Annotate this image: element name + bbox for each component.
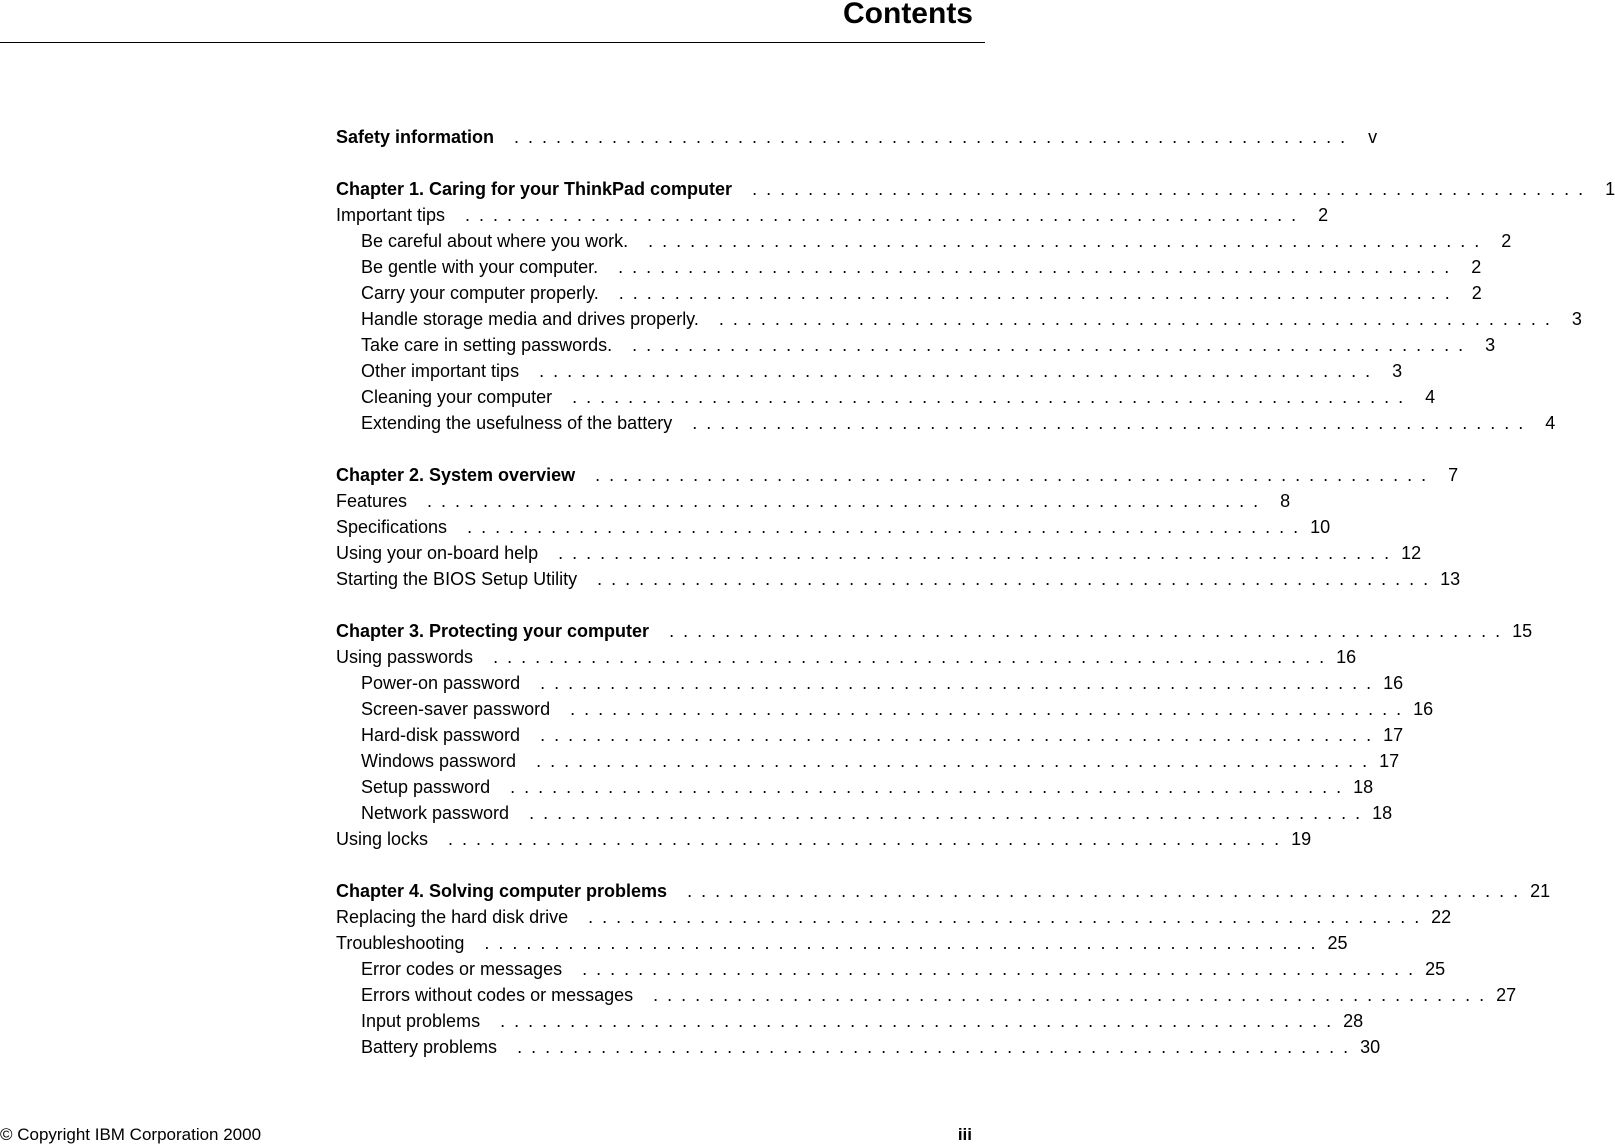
toc-leader-dots: . . . . . . . . . . . . . . . . . . . . . . . . . . . . . . . . . . . . . . . . . . . . . . . . . . . . . . . . . . . . (510, 777, 1342, 797)
toc-entry-title: Be gentle with your computer. (361, 257, 599, 277)
toc-entry-title: Specifications (336, 517, 448, 537)
toc-entry[interactable] (336, 696, 1434, 722)
toc-page-number: 16 (1336, 647, 1357, 667)
toc-entry[interactable] (336, 228, 1512, 254)
page-title: Contents (843, 0, 973, 30)
toc-entry[interactable] (336, 748, 1400, 774)
toc-entry[interactable] (336, 514, 1331, 540)
footer-copyright: © Copyright IBM Corporation 2000 (0, 1125, 262, 1144)
title-rule (0, 42, 985, 43)
toc-entry-title: Screen-saver password (361, 699, 551, 719)
toc-leader-dots: . . . . . . . . . . . . . . . . . . . . . . . . . . . . . . . . . . . . . . . . . . . . . . . . . . . . . . . . . . . . (648, 231, 1480, 251)
toc-chapter-entry[interactable] (336, 124, 1378, 150)
toc-leader-dots: . . . . . . . . . . . . . . . . . . . . . . . . . . . . . . . . . . . . . . . . . . . . . . . . . . . . . . . . . . . . (572, 387, 1404, 407)
toc-entry-title: Features (336, 491, 408, 511)
toc-leader-dots: . . . . . . . . . . . . . . . . . . . . . . . . . . . . . . . . . . . . . . . . . . . . . . . . . . . . . . . . . . . . (618, 283, 1450, 303)
toc-entry[interactable] (336, 904, 1452, 930)
toc-leader-dots: . . . . . . . . . . . . . . . . . . . . . . . . . . . . . . . . . . . . . . . . . . . . . . . . . . . . . . . . . . . . (632, 335, 1464, 355)
toc-chapter-entry[interactable] (336, 462, 1459, 488)
toc-page-number: 19 (1291, 829, 1312, 849)
toc-entry-title: Using passwords (336, 647, 474, 667)
toc-entry[interactable] (336, 670, 1404, 696)
toc-leader-dots: . . . . . . . . . . . . . . . . . . . . . . . . . . . . . . . . . . . . . . . . . . . . . . . . . . . . . . . . . . . . (718, 309, 1550, 329)
toc-leader-dots: . . . . . . . . . . . . . . . . . . . . . . . . . . . . . . . . . . . . . . . . . . . . . . . . . . . . . . . . . . . . (558, 543, 1390, 563)
toc-leader-dots: . . . . . . . . . . . . . . . . . . . . . . . . . . . . . . . . . . . . . . . . . . . . . . . . . . . . . . . . . . . . (517, 1037, 1349, 1057)
toc-entry-title: Troubleshooting (336, 933, 465, 953)
toc-leader-dots: . . . . . . . . . . . . . . . . . . . . . . . . . . . . . . . . . . . . . . . . . . . . . . . . . . . . . . . . . . . . (500, 1011, 1332, 1031)
toc-entry[interactable] (336, 1034, 1381, 1060)
toc-entry-title: Cleaning your computer (361, 387, 553, 407)
toc-entry[interactable] (336, 956, 1446, 982)
toc-entry-title: Setup password (361, 777, 491, 797)
toc-leader-dots: . . . . . . . . . . . . . . . . . . . . . . . . . . . . . . . . . . . . . . . . . . . . . . . . . . . . . . . . . . . . (465, 205, 1297, 225)
toc-entry[interactable] (336, 540, 1422, 566)
toc-entry[interactable] (336, 566, 1461, 592)
toc-leader-dots: . . . . . . . . . . . . . . . . . . . . . . . . . . . . . . . . . . . . . . . . . . . . . . . . . . . . . . . . . . . . (529, 803, 1361, 823)
toc-page-number: 7 (1448, 465, 1459, 485)
toc-page-number: 3 (1392, 361, 1403, 381)
toc-page-number: 21 (1530, 881, 1551, 901)
toc-entry-title: Error codes or messages (361, 959, 563, 979)
toc-leader-dots: . . . . . . . . . . . . . . . . . . . . . . . . . . . . . . . . . . . . . . . . . . . . . . . . . . . . . . . . . . . . (653, 985, 1485, 1005)
toc-chapter-entry[interactable] (336, 176, 1615, 202)
toc-entry-title: Be careful about where you work. (361, 231, 629, 251)
toc-leader-dots: . . . . . . . . . . . . . . . . . . . . . . . . . . . . . . . . . . . . . . . . . . . . . . . . . . . . . . . . . . . . (618, 257, 1450, 277)
toc-page-number: 12 (1401, 543, 1422, 563)
toc-leader-dots: . . . . . . . . . . . . . . . . . . . . . . . . . . . . . . . . . . . . . . . . . . . . . . . . . . . . . . . . . . . . (536, 751, 1368, 771)
toc-page-number: 16 (1413, 699, 1434, 719)
toc-entry-title: Power-on password (361, 673, 521, 693)
toc-page-number: 22 (1431, 907, 1452, 927)
toc-leader-dots: . . . . . . . . . . . . . . . . . . . . . . . . . . . . . . . . . . . . . . . . . . . . . . . . . . . . . . . . . . . . (570, 699, 1402, 719)
toc-leader-dots: . . . . . . . . . . . . . . . . . . . . . . . . . . . . . . . . . . . . . . . . . . . . . . . . . . . . . . . . . . . . (597, 569, 1429, 589)
toc-leader-dots: . . . . . . . . . . . . . . . . . . . . . . . . . . . . . . . . . . . . . . . . . . . . . . . . . . . . . . . . . . . . (467, 517, 1299, 537)
toc-entry-title: Take care in setting passwords. (361, 335, 613, 355)
toc-entry-title: Battery problems (361, 1037, 498, 1057)
toc-page-number: 18 (1353, 777, 1374, 797)
toc-entry-title: Chapter 1. Caring for your ThinkPad computer (336, 179, 733, 199)
toc-leader-dots: . . . . . . . . . . . . . . . . . . . . . . . . . . . . . . . . . . . . . . . . . . . . . . . . . . . . . . . . . . . . (539, 361, 1371, 381)
toc-page-number: 16 (1383, 673, 1404, 693)
toc-entry[interactable] (336, 332, 1496, 358)
toc-leader-dots: . . . . . . . . . . . . . . . . . . . . . . . . . . . . . . . . . . . . . . . . . . . . . . . . . . . . . . . . . . . . (484, 933, 1316, 953)
toc-page-number: 2 (1318, 205, 1329, 225)
toc-page-number: 10 (1310, 517, 1331, 537)
toc-entry[interactable] (336, 202, 1329, 228)
toc-entry[interactable] (336, 488, 1291, 514)
toc-entry-title: Handle storage media and drives properly. (361, 309, 699, 329)
toc-entry[interactable] (336, 982, 1517, 1008)
toc-chapter-entry[interactable] (336, 878, 1551, 904)
toc-entry-title: Chapter 3. Protecting your computer (336, 621, 650, 641)
toc-entry-title: Chapter 2. System overview (336, 465, 576, 485)
toc-page-number: 25 (1425, 959, 1446, 979)
toc-page-number: 3 (1571, 309, 1582, 329)
toc-page-number: 4 (1545, 413, 1556, 433)
toc-entry[interactable] (336, 1008, 1364, 1034)
toc-entry-title: Windows password (361, 751, 517, 771)
toc-leader-dots: . . . . . . . . . . . . . . . . . . . . . . . . . . . . . . . . . . . . . . . . . . . . . . . . . . . . . . . . . . . . (427, 491, 1259, 511)
toc-entry-title: Extending the usefulness of the battery (361, 413, 673, 433)
toc-leader-dots: . . . . . . . . . . . . . . . . . . . . . . . . . . . . . . . . . . . . . . . . . . . . . . . . . . . . . . . . . . . . (514, 127, 1346, 147)
toc-entry-title: Errors without codes or messages (361, 985, 634, 1005)
toc-entry-title: Carry your computer properly. (361, 283, 599, 303)
toc-page-number: 2 (1471, 283, 1482, 303)
toc-leader-dots: . . . . . . . . . . . . . . . . . . . . . . . . . . . . . . . . . . . . . . . . . . . . . . . . . . . . . . . . . . . . (540, 673, 1372, 693)
toc-leader-dots: . . . . . . . . . . . . . . . . . . . . . . . . . . . . . . . . . . . . . . . . . . . . . . . . . . . . . . . . . . . . (588, 907, 1420, 927)
toc-leader-dots: . . . . . . . . . . . . . . . . . . . . . . . . . . . . . . . . . . . . . . . . . . . . . . . . . . . . . . . . . . . . (669, 621, 1501, 641)
toc-page-number: 25 (1327, 933, 1348, 953)
footer-page-number: iii (957, 1125, 972, 1144)
toc-leader-dots: . . . . . . . . . . . . . . . . . . . . . . . . . . . . . . . . . . . . . . . . . . . . . . . . . . . . . . . . . . . . (692, 413, 1524, 433)
toc-page-number: 17 (1383, 725, 1404, 745)
toc-entry-title: Starting the BIOS Setup Utility (336, 569, 578, 589)
toc-leader-dots: . . . . . . . . . . . . . . . . . . . . . . . . . . . . . . . . . . . . . . . . . . . . . . . . . . . . . . . . . . . . (582, 959, 1414, 979)
toc-page-number: 4 (1425, 387, 1436, 407)
toc-leader-dots: . . . . . . . . . . . . . . . . . . . . . . . . . . . . . . . . . . . . . . . . . . . . . . . . . . . . . . . . . . . . (448, 829, 1280, 849)
toc-entry[interactable] (336, 254, 1482, 280)
toc-page-number: 18 (1372, 803, 1393, 823)
toc-entry[interactable] (336, 306, 1582, 332)
toc-entry-title: Important tips (336, 205, 446, 225)
toc-page-number: 3 (1485, 335, 1496, 355)
toc-entry-title: Chapter 4. Solving computer problems (336, 881, 668, 901)
toc-leader-dots: . . . . . . . . . . . . . . . . . . . . . . . . . . . . . . . . . . . . . . . . . . . . . . . . . . . . . . . . . . . . (687, 881, 1519, 901)
toc-page-number: 27 (1496, 985, 1517, 1005)
toc-entry[interactable] (336, 280, 1482, 306)
toc-leader-dots: . . . . . . . . . . . . . . . . . . . . . . . . . . . . . . . . . . . . . . . . . . . . . . . . . . . . . . . . . . . . (595, 465, 1427, 485)
table-of-contents (336, 124, 1615, 1060)
toc-page-number: 2 (1501, 231, 1512, 251)
toc-entry[interactable] (336, 774, 1374, 800)
toc-page-number: 28 (1343, 1011, 1364, 1031)
toc-page-number: 2 (1471, 257, 1482, 277)
toc-leader-dots: . . . . . . . . . . . . . . . . . . . . . . . . . . . . . . . . . . . . . . . . . . . . . . . . . . . . . . . . . . . . (752, 179, 1584, 199)
toc-entry[interactable] (336, 930, 1348, 956)
toc-entry-title: Replacing the hard disk drive (336, 907, 569, 927)
toc-entry-title: Using locks (336, 829, 429, 849)
toc-page-number: 30 (1360, 1037, 1381, 1057)
toc-entry-title: Input problems (361, 1011, 481, 1031)
toc-page-number: 13 (1440, 569, 1461, 589)
toc-entry[interactable] (336, 384, 1436, 410)
toc-entry[interactable] (336, 644, 1357, 670)
toc-entry[interactable] (336, 358, 1403, 384)
toc-leader-dots: . . . . . . . . . . . . . . . . . . . . . . . . . . . . . . . . . . . . . . . . . . . . . . . . . . . . . . . . . . . . (493, 647, 1325, 667)
toc-entry-title: Safety information (336, 127, 495, 147)
toc-chapter-entry[interactable] (336, 618, 1533, 644)
toc-entry[interactable] (336, 800, 1393, 826)
toc-entry-title: Other important tips (361, 361, 520, 381)
toc-entry[interactable] (336, 722, 1404, 748)
toc-leader-dots: . . . . . . . . . . . . . . . . . . . . . . . . . . . . . . . . . . . . . . . . . . . . . . . . . . . . . . . . . . . . (540, 725, 1372, 745)
toc-page-number: 8 (1280, 491, 1291, 511)
toc-page-number: 15 (1512, 621, 1533, 641)
toc-entry[interactable] (336, 410, 1556, 436)
toc-entry-title: Using your on-board help (336, 543, 539, 563)
toc-page-number: 1 (1605, 179, 1615, 199)
toc-entry-title: Hard-disk password (361, 725, 521, 745)
toc-entry[interactable] (336, 826, 1312, 852)
toc-page-number: v (1368, 127, 1378, 147)
toc-page-number: 17 (1379, 751, 1400, 771)
toc-entry-title: Network password (361, 803, 510, 823)
